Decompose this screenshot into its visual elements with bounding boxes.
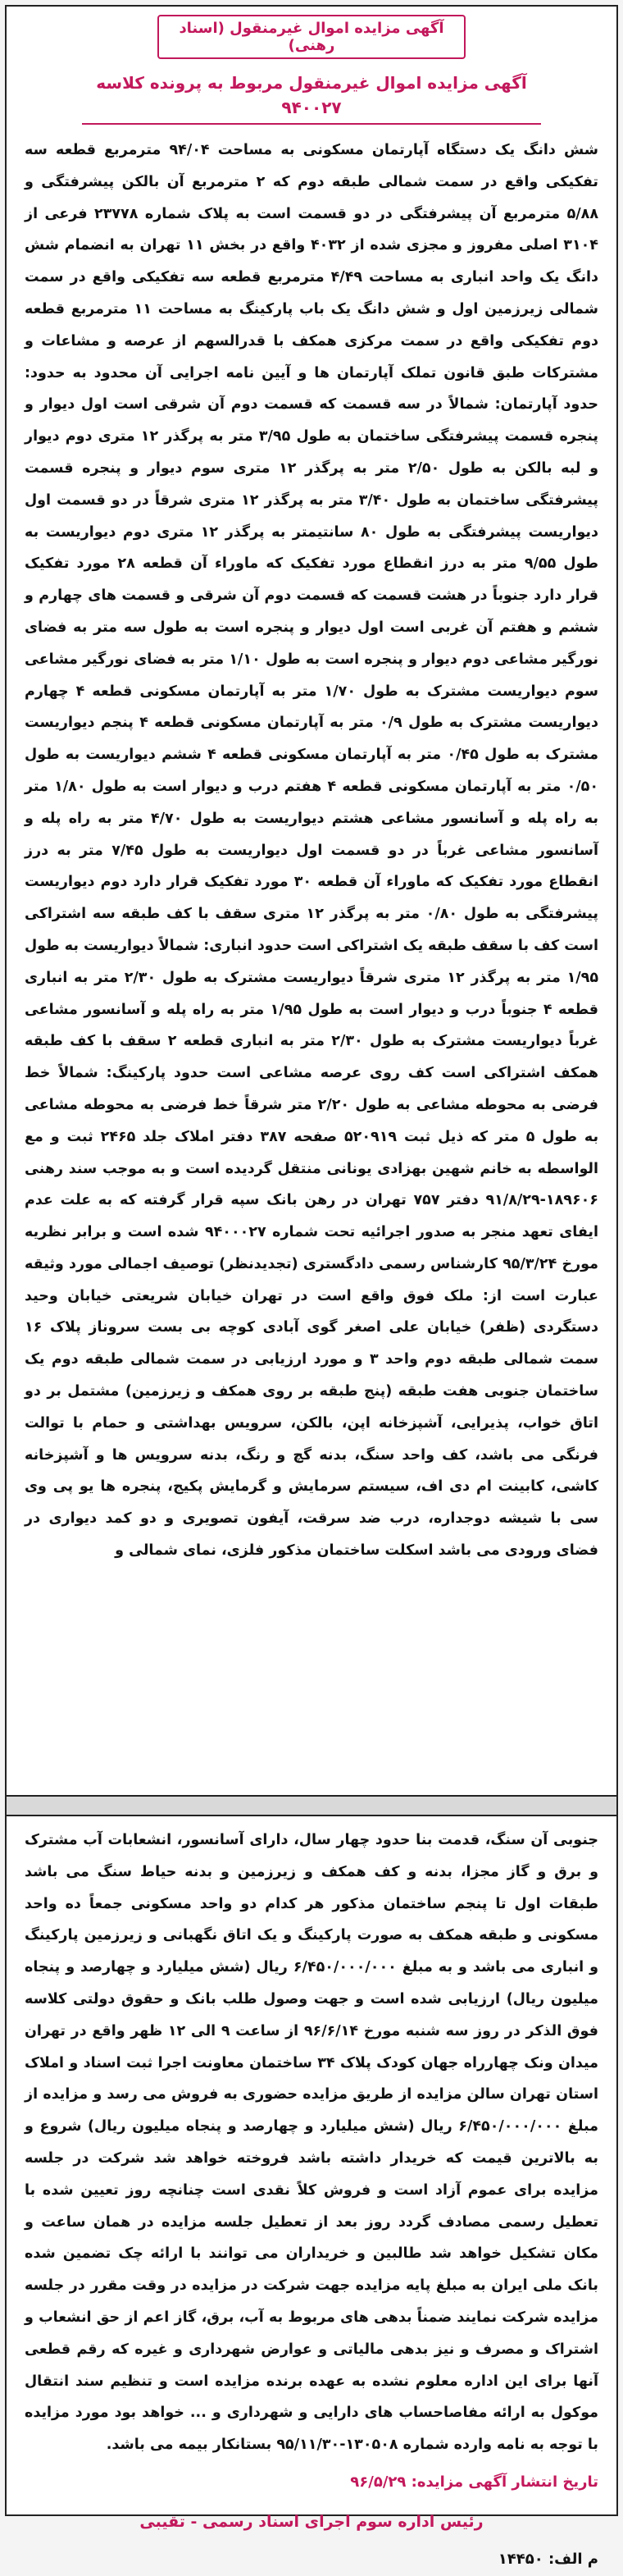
publish-date: تاریخ انتشار آگهی مزایده: ۹۶/۵/۲۹ (350, 2473, 598, 2491)
section-divider (7, 1795, 616, 1816)
signature-line: رئیس اداره سوم اجرای اسناد رسمی - تقیبی (139, 2512, 484, 2531)
notice-title: آگهی مزایده اموال غیرمنقول مربوط به پرونده کلاسه ۹۴۰۰۲۷ (82, 71, 541, 125)
notice-category-label: آگهی مزایده اموال غیرمنقول (اسناد رهنی) (157, 15, 466, 59)
auction-notice-sheet (5, 5, 618, 2568)
notice-body-paragraph-1: شش دانگ یک دستگاه آپارتمان مسکونی به مساحت ۹۴/۰۴ مترمربع قطعه سه تفکیکی واقع در سمت شمالی طبقه دوم که ۲ مترمربع آن بالکن پیشرفتگی و ۵/۸۸ مترمربع آن پیشرفتگی در دو قسمت است به پلاک شماره ۲۳۷۷۸ فرعی از ۳۱۰۴ اصلی مفروز و مجزی شده از ۴۰۳۲ واقع در بخش ۱۱ تهران به انضمام شش دانگ یک واحد انباری به مساحت ۴/۴۹ مترمربع قطعه سه تفکیکی واقع در سمت شمالی زیرزمین اول و شش دانگ یک باب پارکینگ به مساحت ۱۱ مترمربع قطعه دوم تفکیکی واقع در سمت مرکزی همکف با قدرالسهم از عرصه و مشاعات و مشترکات طبق قانون تملک آپارتمان ها و آیین نامه اجرایی آن محدود به حدود: حدود آپارتمان: شمالاً در سه قسمت که قسمت دوم آن شرقی است اول دیوار و پنجره قسمت پیشرفتگی ساختمان به طول ۳/۹۵ متر به پرگذر ۱۲ متری دوم دیوار و لبه بالکن به طول ۲/۵۰ متر به پرگذر ۱۲ متری سوم دیوار و پنجره قسمت پیشرفتگی ساختمان به طول ۳/۴۰ متر به پرگذر ۱۲ متری شرقاً در دو قسمت اول دیواریست پیشرفتگی به طول ۸۰ سانتیمتر به پرگذر ۱۲ متری دوم دیواریست به طول ۹/۵۵ متر به درز انقطاع مورد تفکیک که ماوراء آن قطعه ۲۸ مورد تفکیک قرار دارد جنوباً در هشت قسمت که قسمت دوم آن شرقی و قسمت های چهارم و ششم و هفتم آن غربی است اول دیوار و پنجره است به طول سه متر به فضای نورگیر مشاعی دوم دیوار و پنجره است به طول ۱/۱۰ متر به فضای نورگیر مشاعی سوم دیواریست مشترک به طول ۱/۷۰ متر به آپارتمان مسکونی قطعه ۴ چهارم دیواریست مشترک به طول ۰/۹ متر به آپارتمان مسکونی قطعه ۴ پنجم دیواریست مشترک به طول ۰/۴۵ متر به آپارتمان مسکونی قطعه ۴ ششم دیواریست به طول ۰/۵۰ متر به آپارتمان مسکونی قطعه ۴ هفتم درب و دیوار است به طول ۱/۸۰ متر به راه پله و آسانسور مشاعی هشتم دیواریست به طول ۴/۷۰ متر به راه پله و آسانسور مشاعی غرباً در دو قسمت اول دیواریست به طول ۷/۴۵ متر به درز انقطاع مورد تفکیک که ماوراء آن قطعه ۳۰ مورد تفکیک قرار دارد دوم دیواریست پیشرفتگی به طول ۰/۸۰ متر به پرگذر ۱۲ متری سقف با کف طبقه سه اشتراکی است کف با سقف طبقه یک اشتراکی است حدود انباری: شمالاً دیواریست به طول ۱/۹۵ متر به پرگذر ۱۲ متری شرقاً دیواریست مشترک به طول ۲/۳۰ متر به انباری قطعه ۴ جنوباً درب و دیوار است به طول ۱/۹۵ متر به راه پله و آسانسور مشاعی غرباً دیواریست مشترک به طول ۲/۳۰ متر به انباری قطعه ۲ سقف با کف طبقه همکف اشتراکی است کف روی عرصه مشاعی است حدود پارکینگ: شمالاً خط فرضی به محوطه مشاعی به طول ۲/۲۰ متر شرقاً خط فرضی به محوطه مشاعی به طول ۵ متر که ذیل ثبت ۵۲۰۹۱۹ صفحه ۳۸۷ دفتر املاک جلد ۲۴۶۵ ثبت و مع الواسطه به خانم شهین بهزادی یونانی منتقل گردیده است و به موجب سند رهنی ۱۸۹۶۰۶-۹۱/۸/۲۹ دفتر ۷۵۷ تهران در رهن بانک سپه قرار گرفته که به علت عدم ایفای تعهد منجر به صدور اجرائیه تحت شماره ۹۴۰۰۰۲۷ شده است و برابر نظریه مورخ ۹۵/۳/۲۴ کارشناس رسمی دادگستری (تجدیدنظر) توصیف اجمالی مورد وثیقه عبارت است از: ملک فوق واقع است در تهران خیابان شریعتی خیابان وحید دستگردی (ظفر) خیابان علی اصغر گوی آبادی کوچه بی بست سروناز پلاک ۱۶ سمت شمالی طبقه دوم واحد ۳ و مورد ارزیابی در سمت شمالی طبقه دوم یک ساختمان جنوبی هفت طبقه (پنج طبقه بر روی همکف و زیرزمین) مشتمل بر دو اتاق خواب، پذیرایی، آشپزخانه اپن، بالکن، سرویس بهداشتی و حمام با توالت فرنگی می باشد، کف واحد سنگ، بدنه گچ و رنگ، بدنه سرویس ها و آشپزخانه کاشی، کابینت ام دی اف، سیستم سرمایش و گرمایش پکیج، پنجره ها یو پی وی سی با شیشه دوجداره، درب ضد سرقت، آیفون تصویری و دو کمد دیواری در فضای ورودی می باشد اسکلت ساختمان مذکور فلزی، نمای شمالی و (25, 142, 599, 1560)
notice-id: م الف: ۱۴۴۵۰ (498, 2550, 598, 2568)
notice-body-paragraph-2: جنوبی آن سنگ، قدمت بنا حدود چهار سال، دارای آسانسور، انشعابات آب مشترک و برق و گاز مجزا، بدنه و کف همکف و زیرزمین و بدنه حیاط سنگ می باشد طبقات اول تا پنجم ساختمان مذکور هر کدام دو واحد مسکونی جمعاً ده واحد مسکونی و طبقه همکف به صورت پارکینگ و یک اتاق نگهبانی و زیرزمین پارکینگ و انباری می باشد و به مبلغ ۶/۴۵۰/۰۰۰/۰۰۰ ریال (شش میلیارد و چهارصد و پنجاه میلیون ریال) ارزیابی شده است و جهت وصول طلب بانک و حقوق دولتی کلاسه فوق الذکر در روز سه شنبه مورخ ۹۶/۶/۱۴ از ساعت ۹ الی ۱۲ ظهر واقع در تهران میدان ونک چهارراه جهان کودک پلاک ۳۴ ساختمان معاونت اجرا ثبت اسناد و املاک استان تهران سالن مزایده از طریق مزایده حضوری به فروش می رسد و مزایده از مبلغ ۶/۴۵۰/۰۰۰/۰۰۰ ریال (شش میلیارد و چهارصد و پنجاه میلیون ریال) شروع و به بالاترین قیمت که خریدار داشته باشد فروخته خواهد شد شرکت در جلسه مزایده برای عموم آزاد است و فروش کلاً نقدی است چنانچه روز تعیین شده با تعطیل رسمی مصادف گردد روز بعد از تعطیل جلسه مزایده در همان ساعت و مکان تشکیل خواهد شد طالبین و خریداران می توانند با ارائه چک تضمین شده بانک ملی ایران به مبلغ پایه مزایده جهت شرکت در مزایده در وقت مقرر در جلسه مزایده شرکت نمایند ضمناً بدهی های مربوط به آب، برق، گاز اعم از حق انشعاب و اشتراک و مصرف و نیز بدهی مالیاتی و عوارض شهرداری و غیره که رقم قطعی آنها برای این اداره معلوم نشده به عهده برنده مزایده است و تنظیم سند انتقال موکول به ارائه مفاصاحساب های دارایی و شهرداری و ... خواهد بود مورد مزایده با توجه به نامه وارده شماره ۱۳۰۵۰۸-۹۵/۱۱/۳۰ بستانکار بیمه می باشد. (25, 1832, 599, 2454)
notice-section-continued (7, 1816, 616, 2568)
notice-section-main (7, 7, 616, 1795)
